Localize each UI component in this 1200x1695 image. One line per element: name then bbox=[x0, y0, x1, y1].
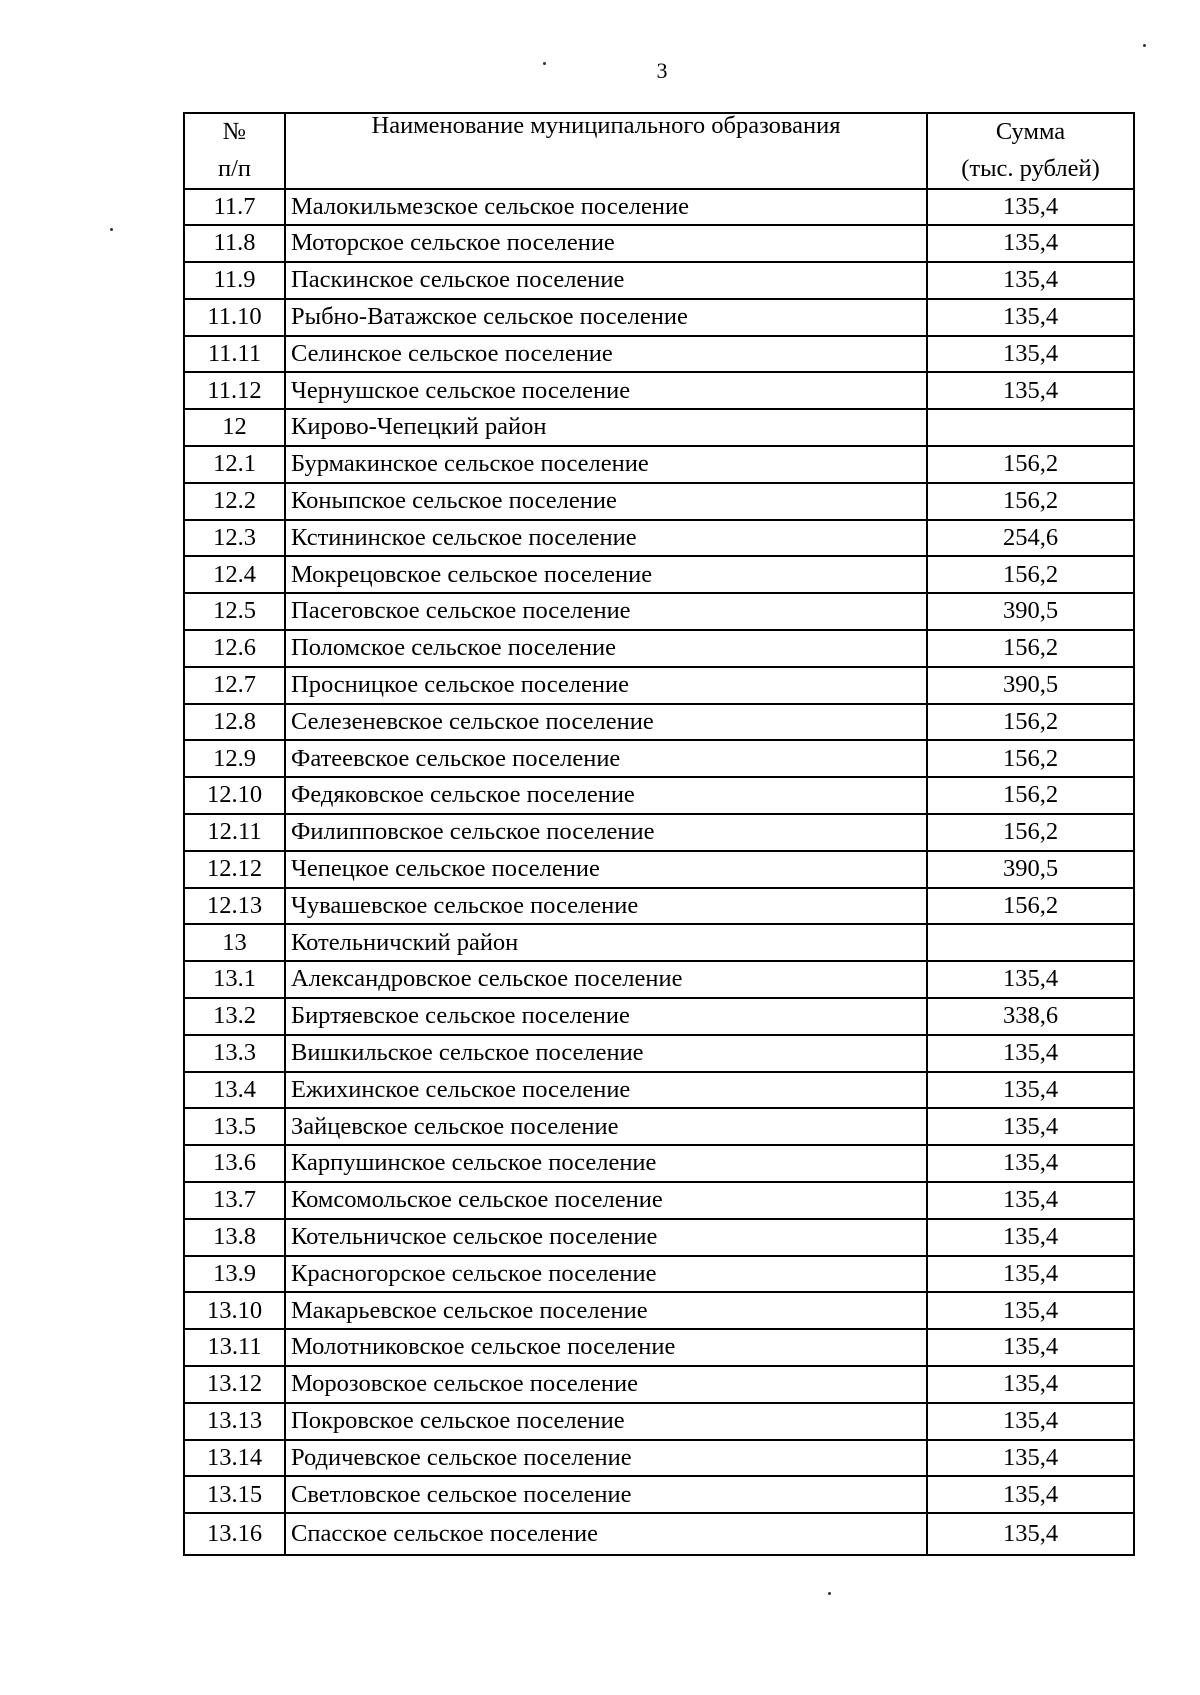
row-name: Просницкое сельское поселение bbox=[285, 667, 927, 704]
row-name: Селинское сельское поселение bbox=[285, 336, 927, 373]
row-name: Селезеневское сельское поселение bbox=[285, 704, 927, 741]
table-row bbox=[184, 225, 1134, 262]
table-row bbox=[184, 630, 1134, 667]
row-name: Молотниковское сельское поселение bbox=[285, 1329, 927, 1366]
table-row bbox=[184, 483, 1134, 520]
row-number: 11.11 bbox=[184, 336, 285, 373]
table-row bbox=[184, 704, 1134, 741]
row-number: 13.13 bbox=[184, 1403, 285, 1440]
table-row bbox=[184, 262, 1134, 299]
row-number: 12.10 bbox=[184, 777, 285, 814]
header-name: Наименование муниципального образования bbox=[285, 113, 927, 189]
table-row bbox=[184, 1292, 1134, 1329]
table-row bbox=[184, 1108, 1134, 1145]
header-number-line2: п/п bbox=[217, 154, 252, 182]
row-sum: 135,4 bbox=[927, 1476, 1134, 1513]
row-name: Фатеевское сельское поселение bbox=[285, 740, 927, 777]
row-number: 13.8 bbox=[184, 1219, 285, 1256]
row-name: Спасское сельское поселение bbox=[285, 1513, 927, 1555]
row-number: 11.8 bbox=[184, 225, 285, 262]
row-number: 11.9 bbox=[184, 262, 285, 299]
row-number: 13.2 bbox=[184, 998, 285, 1035]
row-sum: 135,4 bbox=[927, 299, 1134, 336]
row-sum: 254,6 bbox=[927, 520, 1134, 557]
row-number: 12.13 bbox=[184, 888, 285, 925]
table-row bbox=[184, 998, 1134, 1035]
table-row bbox=[184, 372, 1134, 409]
row-number: 13.14 bbox=[184, 1440, 285, 1477]
row-sum: 135,4 bbox=[927, 1292, 1134, 1329]
row-number: 13.15 bbox=[184, 1476, 285, 1513]
row-number: 13.5 bbox=[184, 1108, 285, 1145]
row-number: 12.9 bbox=[184, 740, 285, 777]
table-row bbox=[184, 1219, 1134, 1256]
row-sum: 135,4 bbox=[927, 372, 1134, 409]
row-name: Ежихинское сельское поселение bbox=[285, 1072, 927, 1109]
row-number: 12.8 bbox=[184, 704, 285, 741]
row-number: 13.9 bbox=[184, 1256, 285, 1293]
row-number: 12 bbox=[184, 409, 285, 446]
row-name: Бурмакинское сельское поселение bbox=[285, 446, 927, 483]
row-sum: 135,4 bbox=[927, 1145, 1134, 1182]
row-sum: 156,2 bbox=[927, 777, 1134, 814]
row-sum: 135,4 bbox=[927, 1440, 1134, 1477]
table-row bbox=[184, 556, 1134, 593]
table-row bbox=[184, 961, 1134, 998]
row-name: Чепецкое сельское поселение bbox=[285, 851, 927, 888]
table-row bbox=[184, 1256, 1134, 1293]
row-name: Федяковское сельское поселение bbox=[285, 777, 927, 814]
row-number: 13.12 bbox=[184, 1366, 285, 1403]
row-number: 12.4 bbox=[184, 556, 285, 593]
row-number: 12.6 bbox=[184, 630, 285, 667]
table-row bbox=[184, 888, 1134, 925]
row-sum: 135,4 bbox=[927, 1072, 1134, 1109]
table-row bbox=[184, 520, 1134, 557]
row-sum: 156,2 bbox=[927, 630, 1134, 667]
table-row bbox=[184, 1366, 1134, 1403]
row-name: Родичевское сельское поселение bbox=[285, 1440, 927, 1477]
row-name: Вишкильское сельское поселение bbox=[285, 1035, 927, 1072]
table-row bbox=[184, 299, 1134, 336]
row-sum: 135,4 bbox=[927, 1256, 1134, 1293]
row-number: 11.10 bbox=[184, 299, 285, 336]
row-name: Светловское сельское поселение bbox=[285, 1476, 927, 1513]
row-number: 12.12 bbox=[184, 851, 285, 888]
row-number: 12.11 bbox=[184, 814, 285, 851]
table-row bbox=[184, 1476, 1134, 1513]
row-name: Биртяевское сельское поселение bbox=[285, 998, 927, 1035]
row-sum: 338,6 bbox=[927, 998, 1134, 1035]
table-header-row bbox=[184, 113, 1134, 189]
row-sum: 156,2 bbox=[927, 556, 1134, 593]
row-number: 13.7 bbox=[184, 1182, 285, 1219]
row-name: Покровское сельское поселение bbox=[285, 1403, 927, 1440]
row-sum: 156,2 bbox=[927, 888, 1134, 925]
row-sum: 135,4 bbox=[927, 336, 1134, 373]
table-row bbox=[184, 1145, 1134, 1182]
row-name: Чувашевское сельское поселение bbox=[285, 888, 927, 925]
table-row bbox=[184, 740, 1134, 777]
row-sum: 156,2 bbox=[927, 483, 1134, 520]
row-number: 11.7 bbox=[184, 189, 285, 226]
row-sum: 135,4 bbox=[927, 1329, 1134, 1366]
row-number: 12.2 bbox=[184, 483, 285, 520]
row-name: Поломское сельское поселение bbox=[285, 630, 927, 667]
table-row bbox=[184, 667, 1134, 704]
table-row bbox=[184, 814, 1134, 851]
row-name: Красногорское сельское поселение bbox=[285, 1256, 927, 1293]
row-name: Морозовское сельское поселение bbox=[285, 1366, 927, 1403]
row-name: Малокильмезское сельское поселение bbox=[285, 189, 927, 226]
row-number: 13.3 bbox=[184, 1035, 285, 1072]
table-row bbox=[184, 336, 1134, 373]
header-sum bbox=[927, 113, 1134, 189]
row-number: 11.12 bbox=[184, 372, 285, 409]
row-sum: 135,4 bbox=[927, 1513, 1134, 1555]
table-row bbox=[184, 924, 1134, 961]
row-name: Паскинское сельское поселение bbox=[285, 262, 927, 299]
scan-speck bbox=[828, 1592, 831, 1595]
table-body bbox=[184, 189, 1134, 1556]
row-sum: 135,4 bbox=[927, 1366, 1134, 1403]
row-name: Коныпское сельское поселение bbox=[285, 483, 927, 520]
row-name: Моторское сельское поселение bbox=[285, 225, 927, 262]
row-sum: 156,2 bbox=[927, 814, 1134, 851]
table-row bbox=[184, 446, 1134, 483]
row-name: Рыбно-Ватажское сельское поселение bbox=[285, 299, 927, 336]
row-name: Филипповское сельское поселение bbox=[285, 814, 927, 851]
row-number: 12.3 bbox=[184, 520, 285, 557]
header-sum-line1: Сумма bbox=[995, 118, 1066, 145]
row-number: 12.5 bbox=[184, 593, 285, 630]
row-name: Александровское сельское поселение bbox=[285, 961, 927, 998]
table-row bbox=[184, 851, 1134, 888]
row-sum: 156,2 bbox=[927, 446, 1134, 483]
row-name: Кирово-Чепецкий район bbox=[285, 409, 927, 446]
row-sum: 135,4 bbox=[927, 1219, 1134, 1256]
table-row bbox=[184, 1513, 1134, 1555]
row-number: 13.11 bbox=[184, 1329, 285, 1366]
table-row bbox=[184, 777, 1134, 814]
row-name: Мокрецовское сельское поселение bbox=[285, 556, 927, 593]
row-sum: 135,4 bbox=[927, 1182, 1134, 1219]
row-number: 12.1 bbox=[184, 446, 285, 483]
row-sum: 135,4 bbox=[927, 1108, 1134, 1145]
page-number: 3 bbox=[656, 58, 668, 83]
row-number: 12.7 bbox=[184, 667, 285, 704]
header-number bbox=[184, 113, 285, 189]
header-sum-line2: (тыс. рублей) bbox=[961, 154, 1100, 182]
row-name: Макарьевское сельское поселение bbox=[285, 1292, 927, 1329]
scan-speck bbox=[1143, 44, 1146, 47]
row-sum: 390,5 bbox=[927, 667, 1134, 704]
row-name: Карпушинское сельское поселение bbox=[285, 1145, 927, 1182]
row-name: Комсомольское сельское поселение bbox=[285, 1182, 927, 1219]
table-row bbox=[184, 1440, 1134, 1477]
row-name: Зайцевское сельское поселение bbox=[285, 1108, 927, 1145]
row-sum: 135,4 bbox=[927, 1035, 1134, 1072]
row-name: Чернушское сельское поселение bbox=[285, 372, 927, 409]
row-sum bbox=[927, 409, 1134, 446]
table-row bbox=[184, 1035, 1134, 1072]
row-sum: 135,4 bbox=[927, 1403, 1134, 1440]
scan-speck bbox=[543, 62, 546, 65]
row-sum: 135,4 bbox=[927, 189, 1134, 226]
row-number: 13.4 bbox=[184, 1072, 285, 1109]
row-sum: 135,4 bbox=[927, 961, 1134, 998]
table-row bbox=[184, 1182, 1134, 1219]
row-sum: 390,5 bbox=[927, 593, 1134, 630]
table-row bbox=[184, 1072, 1134, 1109]
table-row bbox=[184, 409, 1134, 446]
budget-table bbox=[183, 112, 1135, 1556]
table-row bbox=[184, 593, 1134, 630]
row-number: 13 bbox=[184, 924, 285, 961]
row-number: 13.1 bbox=[184, 961, 285, 998]
scan-speck bbox=[110, 228, 113, 231]
table-row bbox=[184, 1329, 1134, 1366]
row-name: Кстининское сельское поселение bbox=[285, 520, 927, 557]
row-sum bbox=[927, 924, 1134, 961]
row-sum: 156,2 bbox=[927, 740, 1134, 777]
row-number: 13.6 bbox=[184, 1145, 285, 1182]
row-sum: 390,5 bbox=[927, 851, 1134, 888]
row-name: Пасеговское сельское поселение bbox=[285, 593, 927, 630]
row-number: 13.16 bbox=[184, 1513, 285, 1555]
row-name: Котельничское сельское поселение bbox=[285, 1219, 927, 1256]
table-row bbox=[184, 189, 1134, 226]
table-row bbox=[184, 1403, 1134, 1440]
row-name: Котельничский район bbox=[285, 924, 927, 961]
header-number-line1: № bbox=[222, 118, 247, 145]
row-number: 13.10 bbox=[184, 1292, 285, 1329]
row-sum: 156,2 bbox=[927, 704, 1134, 741]
row-sum: 135,4 bbox=[927, 262, 1134, 299]
row-sum: 135,4 bbox=[927, 225, 1134, 262]
